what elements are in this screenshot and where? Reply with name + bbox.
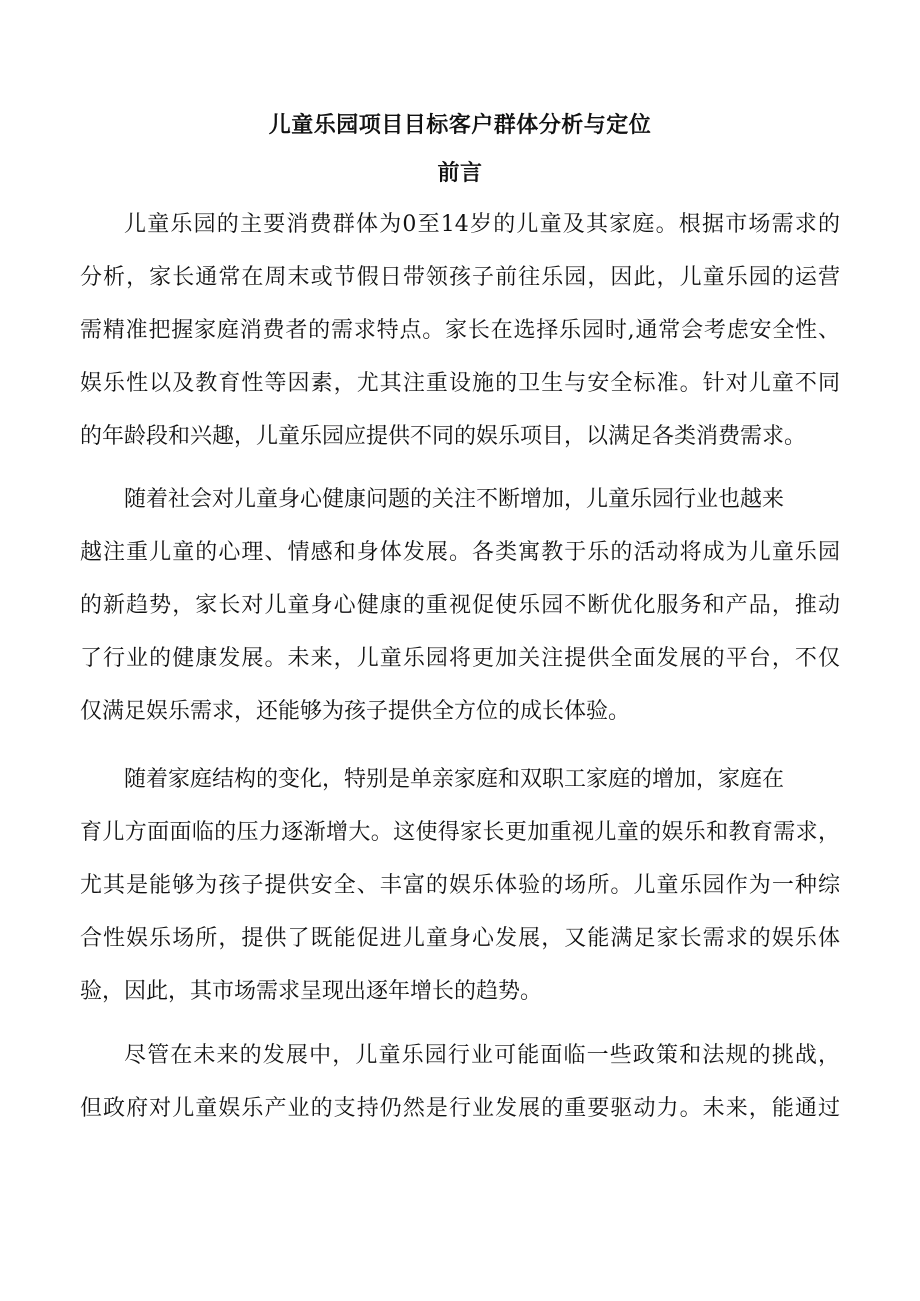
paragraph-line: 合性娱乐场所，提供了既能促进儿童身心发展，又能满足家长需求的娱乐体 xyxy=(80,926,840,951)
paragraph-line: 但政府对儿童娱乐产业的支持仍然是行业发展的重要驱动力。未来，能通过 xyxy=(80,1096,840,1121)
paragraph-line: 越注重儿童的心理、情感和身体发展。各类寓教于乐的活动将成为儿童乐园 xyxy=(80,540,840,565)
paragraph-line: 验，因此，其市场需求呈现出逐年增长的趋势。 xyxy=(80,979,543,1004)
paragraph-line: 分析，家长通常在周末或节假日带领孩子前往乐园，因此，儿童乐园的运营 xyxy=(80,265,840,290)
paragraph-1 xyxy=(80,198,840,463)
paragraph-line: 的新趋势，家长对儿童身心健康的重视促使乐园不断优化服务和产品，推动 xyxy=(80,593,840,618)
paragraph-line: 需精准把握家庭消费者的需求特点。家长在选择乐园时,通常会考虑安全性、 xyxy=(80,318,840,343)
paragraph-line: 娱乐性以及教育性等因素，尤其注重设施的卫生与安全标准。针对儿童不同 xyxy=(80,371,840,396)
paragraph-line: 仅满足娱乐需求，还能够为孩子提供全方位的成长体验。 xyxy=(80,699,631,724)
paragraph-line: 了行业的健康发展。未来，儿童乐园将更加关注提供全面发展的平台，不仅 xyxy=(80,646,840,671)
paragraph-line: 随着社会对儿童身心健康问题的关注不断增加，儿童乐园行业也越来 xyxy=(124,487,785,512)
paragraph-line: 尤其是能够为孩子提供安全、丰富的娱乐体验的场所。儿童乐园作为一种综 xyxy=(80,873,840,898)
paragraph-line: 尽管在未来的发展中，儿童乐园行业可能面临一些政策和法规的挑战， xyxy=(124,1043,840,1068)
section-heading: 前言 xyxy=(437,160,483,186)
paragraph-4 xyxy=(80,1029,840,1135)
paragraph-3 xyxy=(80,753,840,1018)
document-title: 儿童乐园项目目标客户群体分析与定位 xyxy=(268,112,652,138)
paragraph-line: 的年龄段和兴趣，儿童乐园应提供不同的娱乐项目，以满足各类消费需求。 xyxy=(80,424,807,449)
paragraph-line: 随着家庭结构的变化，特别是单亲家庭和双职工家庭的增加，家庭在 xyxy=(124,767,785,792)
paragraph-line: 育儿方面面临的压力逐渐增大。这使得家长更加重视儿童的娱乐和教育需求， xyxy=(80,820,840,845)
paragraph-2 xyxy=(80,473,840,738)
paragraph-line: 儿童乐园的主要消费群体为0至14岁的儿童及其家庭。根据市场需求的 xyxy=(124,212,840,237)
